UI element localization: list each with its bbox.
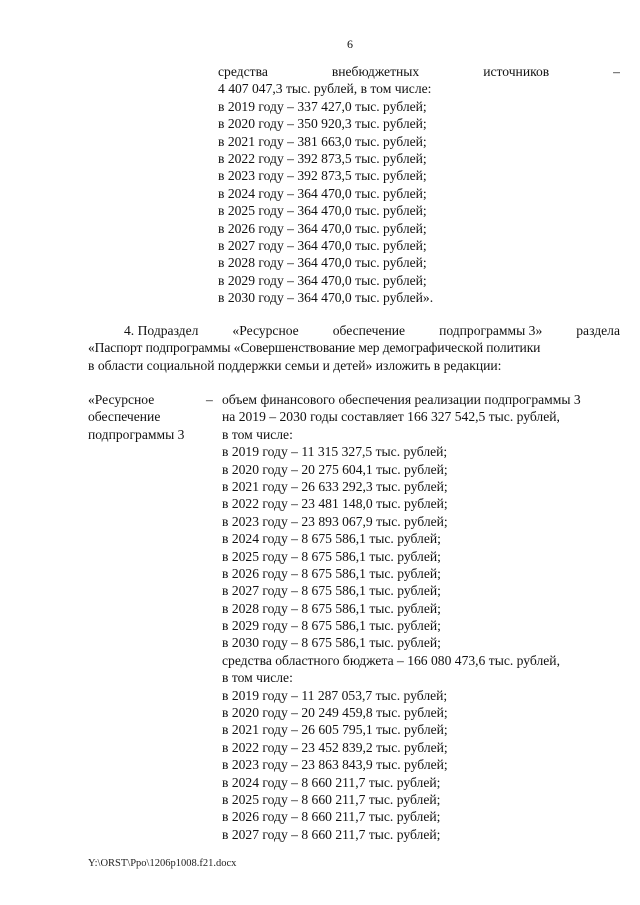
text-line: в 2022 году – 392 873,5 тыс. рублей; xyxy=(218,150,427,166)
text-line: в том числе: xyxy=(222,670,293,686)
label-dash: – xyxy=(206,392,213,407)
text-line: в 2021 году – 26 633 292,3 тыс. рублей; xyxy=(222,478,448,494)
text-line: в 2026 году – 8 660 211,7 тыс. рублей; xyxy=(222,809,441,825)
text-line: в 2024 году – 8 660 211,7 тыс. рублей; xyxy=(222,774,441,790)
text-line: в 2029 году – 8 675 586,1 тыс. рублей; xyxy=(222,618,441,634)
word: средства xyxy=(218,64,268,79)
word: обеспечение xyxy=(332,323,406,338)
word: внебюджетных xyxy=(331,64,420,79)
footer-file-path: Y:\ORST\Ppo\1206p1008.f21.docx xyxy=(88,858,237,869)
paragraph-4-line-2: «Паспорт подпрограммы «Совершенствование мер демографической политики xyxy=(88,340,541,356)
text-line: в 2028 году – 8 675 586,1 тыс. рублей; xyxy=(222,600,441,616)
text-line: в 2020 году – 350 920,3 тыс. рублей; xyxy=(218,116,427,132)
text-line: в 2019 году – 11 315 327,5 тыс. рублей; xyxy=(222,444,448,460)
text-line: в 2019 году – 11 287 053,7 тыс. рублей; xyxy=(222,687,448,703)
text-line: объем финансового обеспечения реализации подпрограммы 3 xyxy=(222,392,581,407)
funding-block xyxy=(222,391,620,843)
text-line: в 2030 году – 364 470,0 тыс. рублей». xyxy=(218,290,434,306)
text-line: в 2025 году – 8 675 586,1 тыс. рублей; xyxy=(222,548,441,564)
text-line: в 2024 году – 8 675 586,1 тыс. рублей; xyxy=(222,531,441,547)
word: – xyxy=(613,64,620,79)
paragraph-4-line-1 xyxy=(88,322,620,339)
text-line: в 2026 году – 364 470,0 тыс. рублей; xyxy=(218,220,427,236)
word: источников xyxy=(483,64,550,79)
text-line: в 2021 году – 381 663,0 тыс. рублей; xyxy=(218,133,427,149)
text-line: в 2029 году – 364 470,0 тыс. рублей; xyxy=(218,272,427,288)
text-line: в 2030 году – 8 675 586,1 тыс. рублей; xyxy=(222,635,441,651)
text-line: в 2019 году – 337 427,0 тыс. рублей; xyxy=(218,98,427,114)
text-line: в 2020 году – 20 249 459,8 тыс. рублей; xyxy=(222,705,448,721)
text-line: в 2021 году – 26 605 795,1 тыс. рублей; xyxy=(222,722,448,738)
resource-label xyxy=(88,391,208,443)
text-line: в 2022 году – 23 481 148,0 тыс. рублей; xyxy=(222,496,448,512)
resource-label-line: подпрограммы 3 xyxy=(88,426,185,442)
text-line: в 2028 году – 364 470,0 тыс. рублей; xyxy=(218,255,427,271)
resource-label-line: «Ресурсное xyxy=(88,392,155,407)
word: 4. Подраздел xyxy=(124,323,199,338)
text-line: в 2024 году – 364 470,0 тыс. рублей; xyxy=(218,185,427,201)
word: подпрограммы 3» xyxy=(439,323,543,338)
text-line: в 2027 году – 364 470,0 тыс. рублей; xyxy=(218,237,427,253)
text-line: в 2025 году – 364 470,0 тыс. рублей; xyxy=(218,203,427,219)
text-line: в 2023 году – 23 863 843,9 тыс. рублей; xyxy=(222,757,448,773)
resource-label-line: обеспечение xyxy=(88,409,161,425)
paragraph-4-line-3: в области социальной поддержки семьи и детей» изложить в редакции: xyxy=(88,357,502,373)
text-line: в 2022 году – 23 452 839,2 тыс. рублей; xyxy=(222,739,448,755)
word: раздела xyxy=(576,323,620,338)
text-line: в 2025 году – 8 660 211,7 тыс. рублей; xyxy=(222,791,441,807)
text-line: 4 407 047,3 тыс. рублей, в том числе: xyxy=(218,81,432,97)
paragraph-4 xyxy=(88,322,620,374)
text-line: в 2027 году – 8 675 586,1 тыс. рублей; xyxy=(222,583,441,599)
word: «Ресурсное xyxy=(232,323,299,338)
text-line: на 2019 – 2030 годы составляет 166 327 542,5 тыс. рублей, xyxy=(222,409,560,425)
text-line: в 2020 году – 20 275 604,1 тыс. рублей; xyxy=(222,461,448,477)
text-line: в 2026 году – 8 675 586,1 тыс. рублей; xyxy=(222,565,441,581)
extrabudget-heading-line xyxy=(218,63,620,80)
text-line: в 2027 году – 8 660 211,7 тыс. рублей; xyxy=(222,826,441,842)
extrabudget-block xyxy=(218,63,620,306)
text-line: в том числе: xyxy=(222,426,293,442)
text-line: в 2023 году – 392 873,5 тыс. рублей; xyxy=(218,168,427,184)
page-number: 6 xyxy=(347,37,353,51)
text-line: средства областного бюджета – 166 080 473,6 тыс. рублей, xyxy=(222,652,560,668)
text-line: в 2023 году – 23 893 067,9 тыс. рублей; xyxy=(222,513,448,529)
